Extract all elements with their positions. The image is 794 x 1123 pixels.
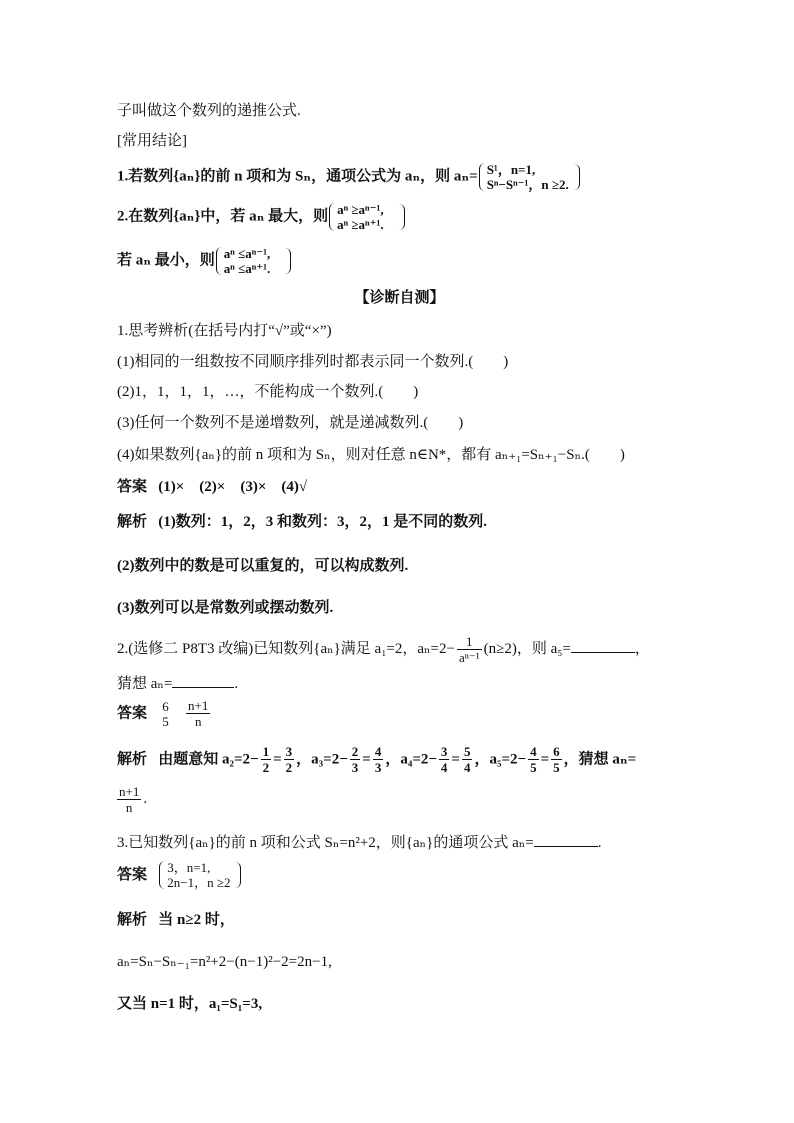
conclusion-1 [117, 162, 580, 192]
q1-explanation-text: (1)数列：1，2，3 和数列：3，2，1 是不同的数列. [158, 514, 488, 530]
fraction [261, 744, 272, 775]
denominator: n [194, 714, 202, 729]
q1-explanation-3: (3)数列可以是常数列或摆动数列. [117, 600, 334, 616]
fraction [551, 744, 562, 775]
denominator: 4 [463, 760, 471, 775]
q2-answer-fraction-1 [160, 699, 171, 729]
q1-statement-2: (2)1，1，1，1，…，不能构成一个数列.( ) [117, 384, 419, 400]
q3-answer-cases [158, 860, 230, 890]
q1-statement-1: (1)相同的一组数按不同顺序排列时都表示同一个数列.( ) [117, 354, 509, 370]
q2-stem-part-b: (n≥2)，则 a₅= [483, 640, 571, 657]
q2-stem-line-2 [117, 673, 238, 694]
conclusion-2 [117, 202, 405, 232]
case-line: 3，n=1, [167, 860, 211, 875]
q1-stem: 1.思考辨析(在括号内打“√”或“×”) [117, 323, 332, 339]
recursion-definition-line: 子叫做这个数列的递推公式. [117, 103, 301, 119]
q2-explanation-line-2 [117, 784, 147, 815]
q1-explanation-2: (2)数列中的数是可以重复的，可以构成数列. [117, 558, 409, 574]
fraction [462, 744, 473, 775]
numerator: 2 [351, 744, 359, 759]
denominator: 3 [374, 760, 382, 775]
q3-explanation-1 [117, 910, 235, 930]
answer-label: 答案 [117, 479, 148, 495]
numerator: 3 [440, 744, 448, 759]
numerator: 4 [374, 744, 382, 759]
q1-answer [117, 477, 307, 497]
fraction [350, 744, 361, 775]
conclusion-2-cases [328, 202, 383, 232]
equals-sign: = [540, 751, 550, 768]
close-bracket [398, 204, 405, 230]
denominator: aⁿ⁻¹ [458, 650, 480, 665]
q2-fraction [457, 634, 482, 665]
q2-explanation-part: 由题意知 a₂=2− [158, 751, 259, 768]
answer-blank[interactable] [172, 673, 234, 688]
answer-label: 答案 [117, 867, 148, 883]
numerator: 6 [553, 744, 560, 759]
denominator: 5 [553, 760, 560, 775]
fraction [284, 744, 295, 775]
numerator: 4 [530, 744, 537, 759]
answer-blank[interactable] [571, 638, 635, 653]
case-line: aⁿ ≤aⁿ⁻¹, [223, 246, 271, 261]
period: . [234, 676, 239, 692]
q3-answer [117, 860, 241, 890]
denominator: 3 [351, 760, 359, 775]
explanation-label: 解析 [117, 514, 148, 530]
conclusion-1-text: 1.若数列{aₙ}的前 n 项和为 Sₙ，通项公式为 aₙ，则 aₙ= [117, 168, 478, 185]
numerator: 6 [162, 698, 169, 714]
answer-label: 答案 [117, 705, 148, 722]
q2-explanation-part: ，a₄=2− [385, 751, 437, 768]
equals-sign: = [362, 751, 371, 768]
conclusions-header: [常用结论] [117, 133, 187, 149]
q1-statement-4: (4)如果数列{aₙ}的前 n 项和为 Sₙ，则对任意 n∈N*，都有 aₙ₊₁=Sₙ₊₁−Sₙ.( ) [117, 447, 625, 463]
q2-stem-part-c: ， [634, 640, 650, 657]
q3-explanation-2: aₙ=Sₙ−Sₙ₋₁=n²+2−(n−1)²−2=2n−1, [117, 954, 332, 970]
q2-explanation-part: ，猜想 aₙ= [563, 751, 637, 768]
q3-stem-text: 3.已知数列{aₙ}的前 n 项和公式 Sₙ=n²+2，则{aₙ}的通项公式 aₙ= [117, 835, 534, 851]
q1-statement-3: (3)任何一个数列不是递增数列，就是递减数列.( ) [117, 415, 464, 431]
q3-explanation-3: 又当 n=1 时，a₁=S₁=3, [117, 996, 263, 1012]
conclusion-3-text: 若 aₙ 最小，则 [117, 252, 215, 269]
explanation-label: 解析 [117, 751, 148, 768]
numerator: 3 [285, 744, 293, 759]
q2-answer [117, 698, 212, 729]
denominator: 4 [440, 760, 448, 775]
denominator: 5 [162, 713, 169, 729]
fraction [117, 784, 141, 815]
q1-answer-value: (1)× (2)× (3)× (4)√ [158, 479, 308, 495]
numerator: n+1 [119, 784, 140, 799]
q1-explanation-1 [117, 512, 487, 532]
numerator: 1 [262, 744, 270, 759]
denominator: n [125, 800, 133, 815]
q2-explanation [117, 744, 636, 775]
conclusion-1-cases [478, 162, 569, 192]
period: . [143, 790, 148, 807]
close-bracket [234, 862, 241, 888]
q2-explanation-part: ，a₅=2− [474, 751, 527, 768]
numerator: 1 [457, 634, 482, 650]
period: . [597, 835, 602, 851]
fraction [439, 744, 450, 775]
conclusion-3 [117, 246, 291, 276]
explanation-label: 解析 [117, 912, 148, 928]
case-line: S¹，n=1, [486, 162, 536, 177]
denominator: 5 [530, 760, 537, 775]
q2-guess-text: 猜想 aₙ= [117, 676, 173, 692]
conclusion-2-text: 2.在数列{aₙ}中，若 aₙ 最大，则 [117, 208, 329, 225]
case-line: aⁿ ≤aⁿ⁺¹. [223, 261, 271, 276]
case-line: 2n−1，n ≥2 [167, 875, 231, 890]
fraction [373, 744, 384, 775]
answer-blank[interactable] [534, 832, 598, 847]
case-line: Sⁿ−Sⁿ⁻¹，n ≥2. [486, 177, 569, 192]
conclusion-3-cases [215, 246, 270, 276]
equals-sign: = [451, 751, 460, 768]
numerator: 5 [463, 744, 471, 759]
section-title: 【诊断自测】 [354, 290, 445, 306]
case-line: aⁿ ≥aⁿ⁺¹. [337, 217, 384, 232]
denominator: 2 [262, 760, 270, 775]
close-bracket [284, 248, 291, 274]
numerator: n+1 [188, 698, 209, 713]
equals-sign: = [273, 751, 282, 768]
q2-explanation-part: ，a₃=2− [296, 751, 348, 768]
q3-explanation-text: 当 n≥2 时， [158, 912, 235, 928]
fraction [528, 744, 539, 775]
denominator: 2 [285, 760, 293, 775]
q2-stem [117, 634, 650, 665]
q2-stem-part-a: 2.(选修二 P8T3 改编)已知数列{aₙ}满足 a₁=2，aₙ=2− [117, 640, 455, 657]
close-bracket [573, 164, 580, 190]
q3-stem [117, 832, 601, 853]
q2-answer-fraction-2 [186, 698, 210, 729]
case-line: aⁿ ≥aⁿ⁻¹, [337, 202, 384, 217]
